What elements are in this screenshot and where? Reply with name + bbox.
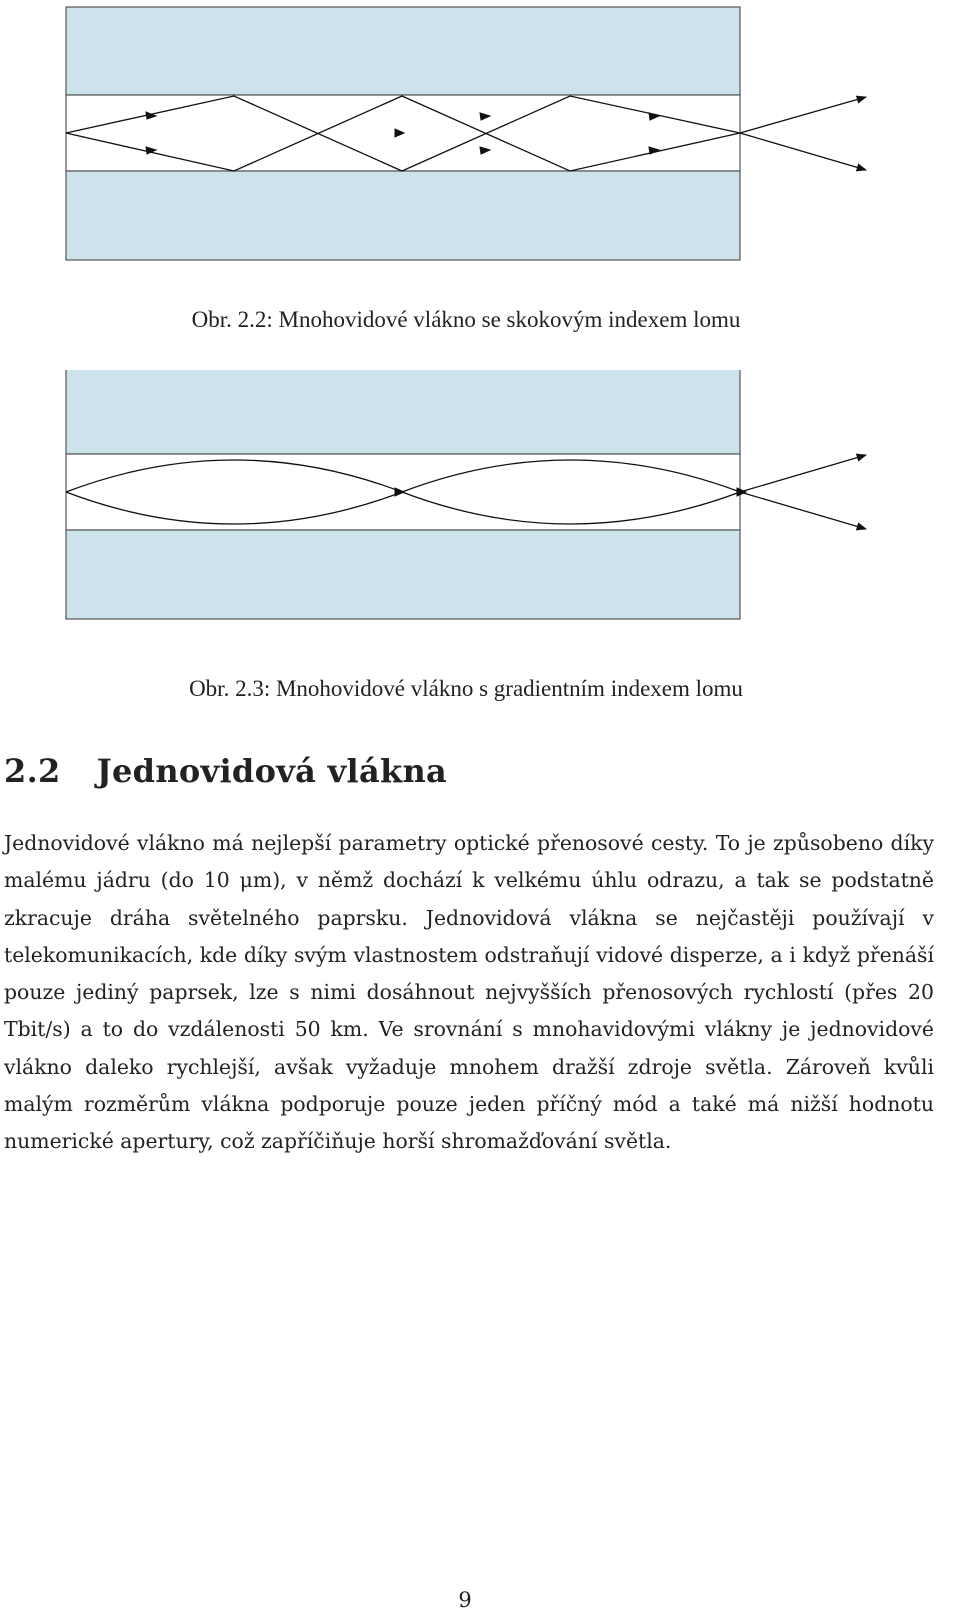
section-heading <box>4 752 447 790</box>
section-number: 2.2 <box>4 752 61 790</box>
body-paragraph: Jednovidové vlákno má nejlepší parametry optické přenosové cesty. To je způsobeno díky malému jádru (do 10 μm), v němž dochází k velkému úhlu odrazu, a tak se podstatně zkracuje dráha světelného paprsku. Jednovidová vlákna se nejčastěji používají v telekomunikacích, kde díky svým vlastnostem odstraňují vidové disperze, a i když přenáší pouze jediný paprsek, lze s nimi dosáhnout nejvyšších přenosových rychlostí (přes 20 Tbit/s) a to do vzdálenosti 50 km. Ve srovnání s mnohavidovými vlákny je jednovidové vlákno daleko rychlejší, avšak vyžaduje mnohem dražší zdroje světla. Zároveň kvůli malým rozměrům vlákna podporuje pouze jeden příčný mód a také má nižší hodnotu numerické apertury, což zapříčiňuje horší shromažďování světla. <box>4 831 934 1154</box>
exit-ray-down <box>740 492 866 529</box>
exit-ray-down <box>740 133 866 170</box>
cladding-bottom <box>66 530 740 619</box>
arrow-mark <box>737 488 746 496</box>
figure-step-index-fiber <box>0 0 960 300</box>
cladding-top <box>66 370 740 454</box>
exit-ray-up <box>740 97 866 133</box>
page-number: 9 <box>458 1588 472 1612</box>
cladding-bottom <box>66 171 740 260</box>
figure-caption: Obr. 2.2: Mnohovidové vlákno se skokovým indexem lomu <box>191 307 741 332</box>
step-index-diagram <box>0 0 960 300</box>
graded-index-diagram <box>0 370 960 630</box>
figure-caption: Obr. 2.3: Mnohovidové vlákno s gradientním indexem lomu <box>189 676 743 701</box>
cladding-top <box>66 7 740 95</box>
exit-ray-up <box>740 455 866 492</box>
section-title-text: Jednovidová vlákna <box>96 752 448 790</box>
figure-graded-index-fiber <box>0 370 960 630</box>
